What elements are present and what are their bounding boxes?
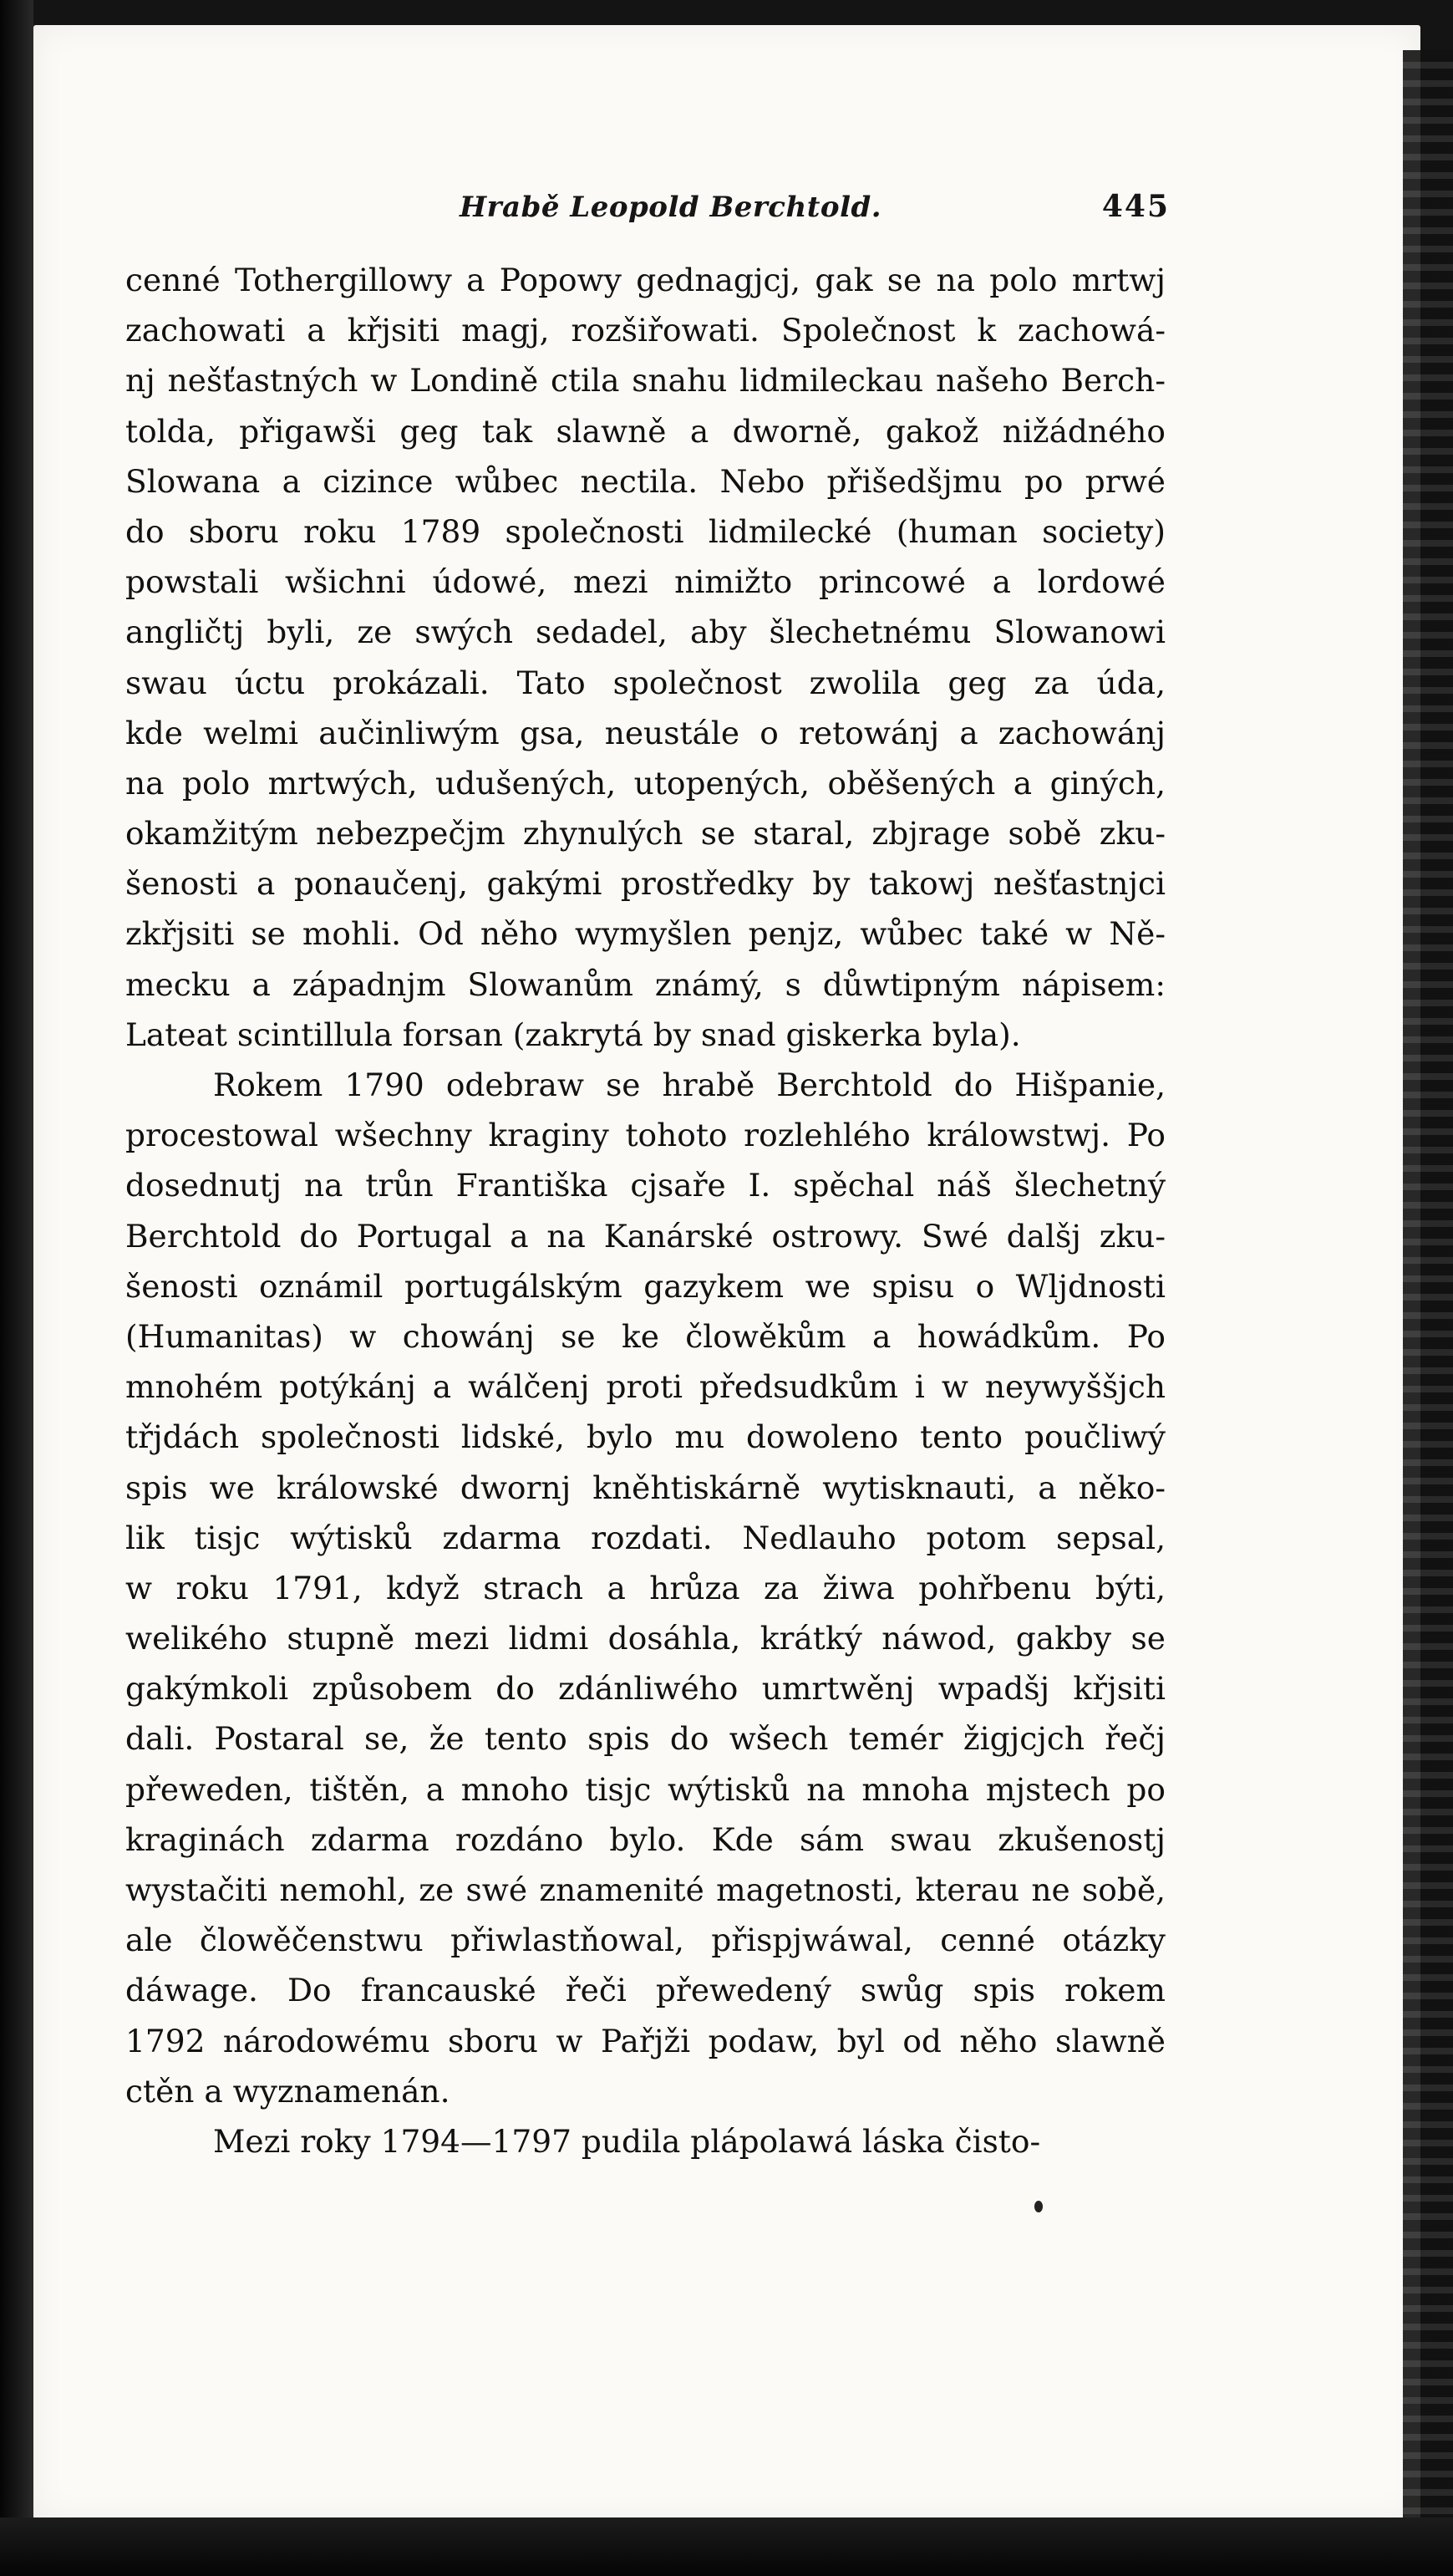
running-head: [125, 186, 1170, 236]
ink-speck: [1034, 2201, 1043, 2212]
text-line: kraginách zdarma rozdáno bylo. Kde sám swau zkušenostj: [125, 1820, 1166, 1858]
text-line: mnohém potýkánj a wálčenj proti předsudkům i w neywyššjch: [125, 1368, 1166, 1406]
text-line: do sboru roku 1789 společnosti lidmilecké (human society): [125, 512, 1166, 550]
text-line: dosednutj na trůn Františka cjsaře I. spěchal náš šlechetný: [125, 1167, 1166, 1204]
text-line: Berchtold do Portugal a na Kanárské ostrowy. Swé dalšj zku-: [125, 1217, 1166, 1255]
paragraph-start-line: Rokem 1790 odebraw se hrabě Berchtold do Hišpanie,: [213, 1067, 1166, 1103]
text-line: lik tisjc wýtisků zdarma rozdati. Nedlauho potom sepsal,: [125, 1519, 1166, 1556]
text-line: šenosti oznámil portugálským gazykem we spisu o Wljdnosti: [125, 1267, 1166, 1305]
text-line: okamžitým nebezpečjm zhynulých se staral, zbjrage sobě zku-: [125, 815, 1166, 853]
text-line: třjdách společnosti lidské, bylo mu dowoleno tento poučliwý: [125, 1418, 1166, 1456]
text-line: dali. Postaral se, že tento spis do wšech temér žigjcjch řečj: [125, 1720, 1166, 1758]
text-line: swau úctu prokázali. Tato společnost zwolila geg za úda,: [125, 664, 1166, 701]
text-line: ctěn a wyznamenán.: [125, 2072, 450, 2110]
text-line: šenosti a ponaučenj, gakými prostředky by takowj nešťastnjci: [125, 865, 1166, 903]
text-line: gakýmkoli způsobem do zdánliwého umrtwěnj wpadšj křjsiti: [125, 1670, 1166, 1708]
text-line: nj nešťastných w Londině ctila snahu lidmileckau našeho Berch-: [125, 362, 1166, 400]
text-line: přeweden, tištěn, a mnoho tisjc wýtisků na mnoha mjstech po: [125, 1770, 1166, 1808]
text-line: w roku 1791, když strach a hrůza za žiwa pohřbenu býti,: [125, 1569, 1166, 1606]
text-line: welikého stupně mezi lidmi dosáhla, krátký náwod, gakby se: [125, 1620, 1166, 1657]
page-edge-bottom: [0, 2517, 1453, 2576]
text-line: 1792 národowému sboru w Pařjži podaw, byl od něho slawně: [125, 2022, 1166, 2059]
text-line: Lateat scintillula forsan (zakrytá by snad giskerka byla).: [125, 1016, 1021, 1053]
text-line: (Humanitas) w chowánj se ke člowěkům a howádkům. Po: [125, 1317, 1166, 1355]
text-line: angličtj byli, ze swých sedadel, aby šlechetnému Slowanowi: [125, 613, 1166, 651]
text-line: tolda, přigawši geg tak slawně a dworně, gakož nižádného: [125, 412, 1166, 450]
text-line: Slowana a cizince wůbec nectila. Nebo přišedšjmu po prwé: [125, 462, 1166, 500]
text-line: kde welmi aučinliwým gsa, neustále o retowánj a zachowánj: [125, 714, 1166, 751]
text-line: spis we králowské dwornj kněhtiskárně wytisknauti, a něko-: [125, 1469, 1166, 1506]
text-line: zachowati a křjsiti magj, rozšiřowati. Společnost k zachowá-: [125, 312, 1166, 349]
text-line: wystačiti nemohl, ze swé znamenité magetnosti, kterau ne sobě,: [125, 1871, 1166, 1908]
text-line: dáwage. Do francauské řeči přewedený swůg spis rokem: [125, 1972, 1166, 2009]
text-line: ale člowěčenstwu přiwlastňowal, přispjwáwal, cenné otázky: [125, 1922, 1166, 1959]
page-number: 445: [1101, 189, 1170, 224]
book-binding-edge: [0, 0, 33, 2576]
page-edge-right: [1403, 50, 1453, 2524]
text-line: powstali wšichni údowé, mezi nimižto princowé a lordowé: [125, 563, 1166, 601]
body-text: [125, 255, 1166, 2166]
paragraph-start-line: Mezi roky 1794—1797 pudila plápolawá láska čisto-: [213, 2122, 1041, 2160]
text-line: zkřjsiti se mohli. Od něho wymyšlen penjz, wůbec také w Ně-: [125, 915, 1166, 953]
text-line: mecku a západnjm Slowanům známý, s důwtipným nápisem:: [125, 965, 1166, 1003]
running-title: Hrabě Leopold Berchtold.: [460, 191, 882, 224]
text-line: na polo mrtwých, udušených, utopených, oběšených a giných,: [125, 764, 1166, 802]
text-line: procestowal wšechny kraginy tohoto rozlehlého králowstwj. Po: [125, 1117, 1166, 1154]
text-line: cenné Tothergillowy a Popowy gednagjcj, gak se na polo mrtwj: [125, 262, 1166, 298]
